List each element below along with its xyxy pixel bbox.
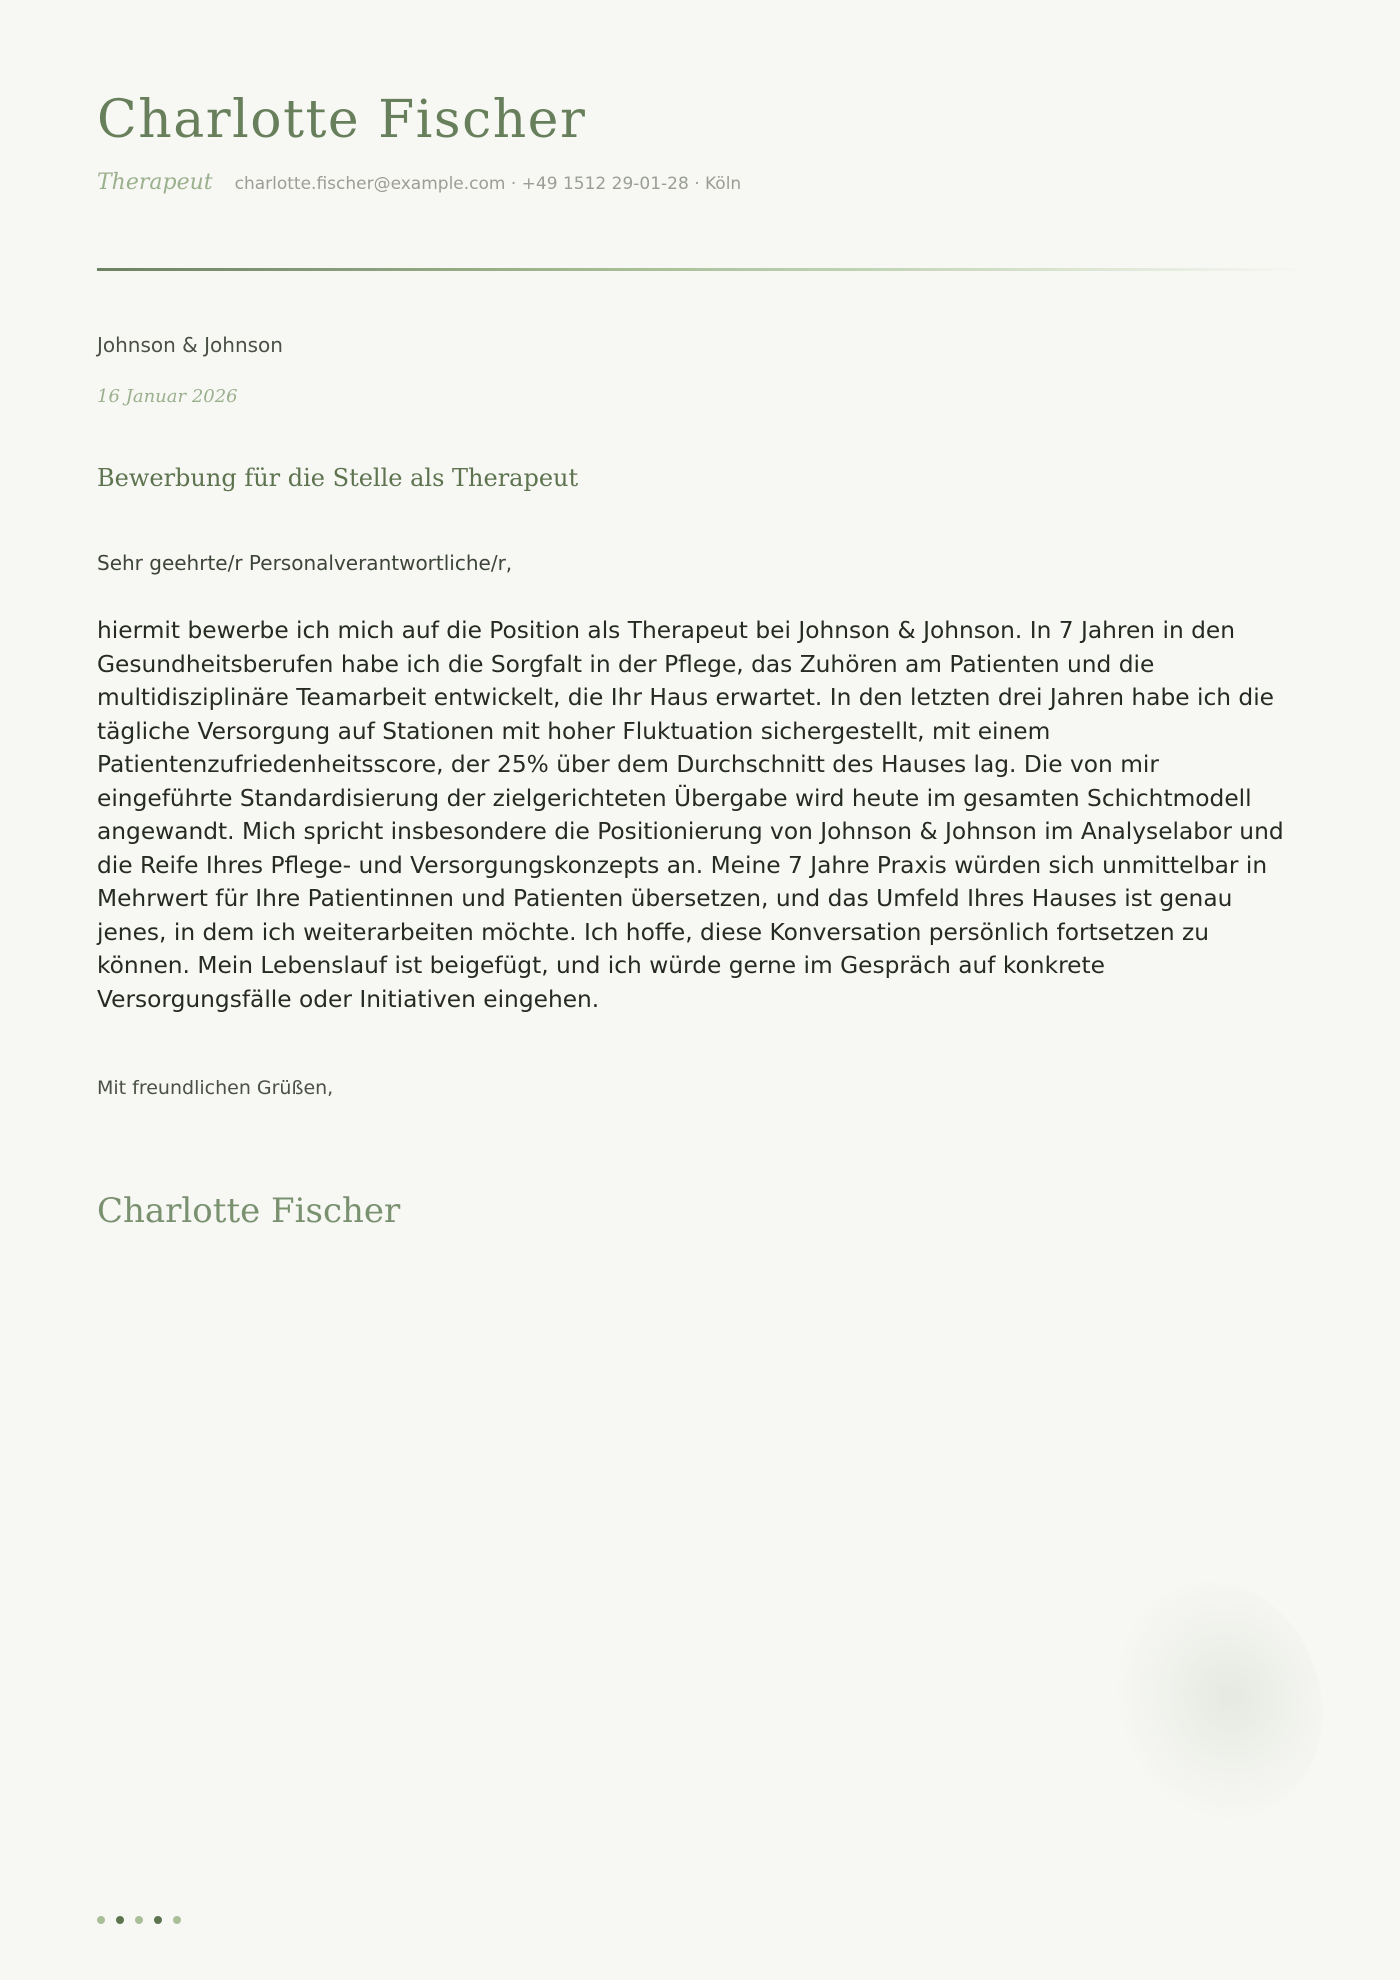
sender-name: Charlotte Fischer — [97, 90, 587, 150]
decorative-dot — [173, 1916, 181, 1924]
header-divider — [97, 268, 1305, 271]
letter-closing: Mit freundlichen Grüßen, — [97, 1077, 334, 1099]
page-dots — [97, 1916, 181, 1924]
letter-date: 16 Januar 2026 — [97, 386, 238, 407]
letter-salutation: Sehr geehrte/r Personalverantwortliche/r, — [97, 551, 513, 575]
letter-subject: Bewerbung für die Stelle als Therapeut — [97, 464, 579, 492]
decorative-dot — [154, 1916, 162, 1924]
sender-role: Therapeut — [97, 170, 213, 195]
decorative-dot — [116, 1916, 124, 1924]
letter-signature: Charlotte Fischer — [97, 1191, 401, 1231]
decorative-blob — [1088, 1555, 1352, 1845]
recipient-company: Johnson & Johnson — [97, 333, 283, 357]
letter-body: hiermit bewerbe ich mich auf die Position als Therapeut bei Johnson & Johnson. In 7 Jahren in den Gesundheitsberufen habe ich die Sorgfalt in der Pflege, das Zuhören am Patienten und die multidisziplinäre Teamarbeit entwickelt, die Ihr Haus erwartet. In den letzten drei Jahren habe ich die tägliche Versorgung auf Stationen mit hoher Fluktuation sichergestellt, mit einem Patientenzufriedenheitsscore, der 25% über dem Durchschnitt des Hauses lag. Die von mir eingeführte Standardisierung der zielgerichteten Übergabe wird heute im gesamten Schichtmodell angewandt. Mich spricht insbesondere die Positionierung von Johnson & Johnson im Analyselabor und die Reife Ihres Pflege- und Versorgungskonzepts an. Meine 7 Jahre Praxis würden sich unmittelbar in Mehrwert für Ihre Patientinnen und Patienten übersetzen, und das Umfeld Ihres Hauses ist genau jenes, in dem ich weiterarbeiten möchte. Ich hoffe, diese Konversation persönlich fortsetzen zu können. Mein Lebenslauf ist beigefügt, und ich würde gerne im Gespräch auf konkrete Versorgungsfälle oder Initiativen eingehen. — [97, 617, 1284, 1013]
decorative-dot — [97, 1916, 105, 1924]
decorative-dot — [135, 1916, 143, 1924]
sender-subline — [97, 170, 741, 195]
sender-contact: charlotte.fischer@example.com · +49 1512 29-01-28 · Köln — [234, 174, 742, 194]
